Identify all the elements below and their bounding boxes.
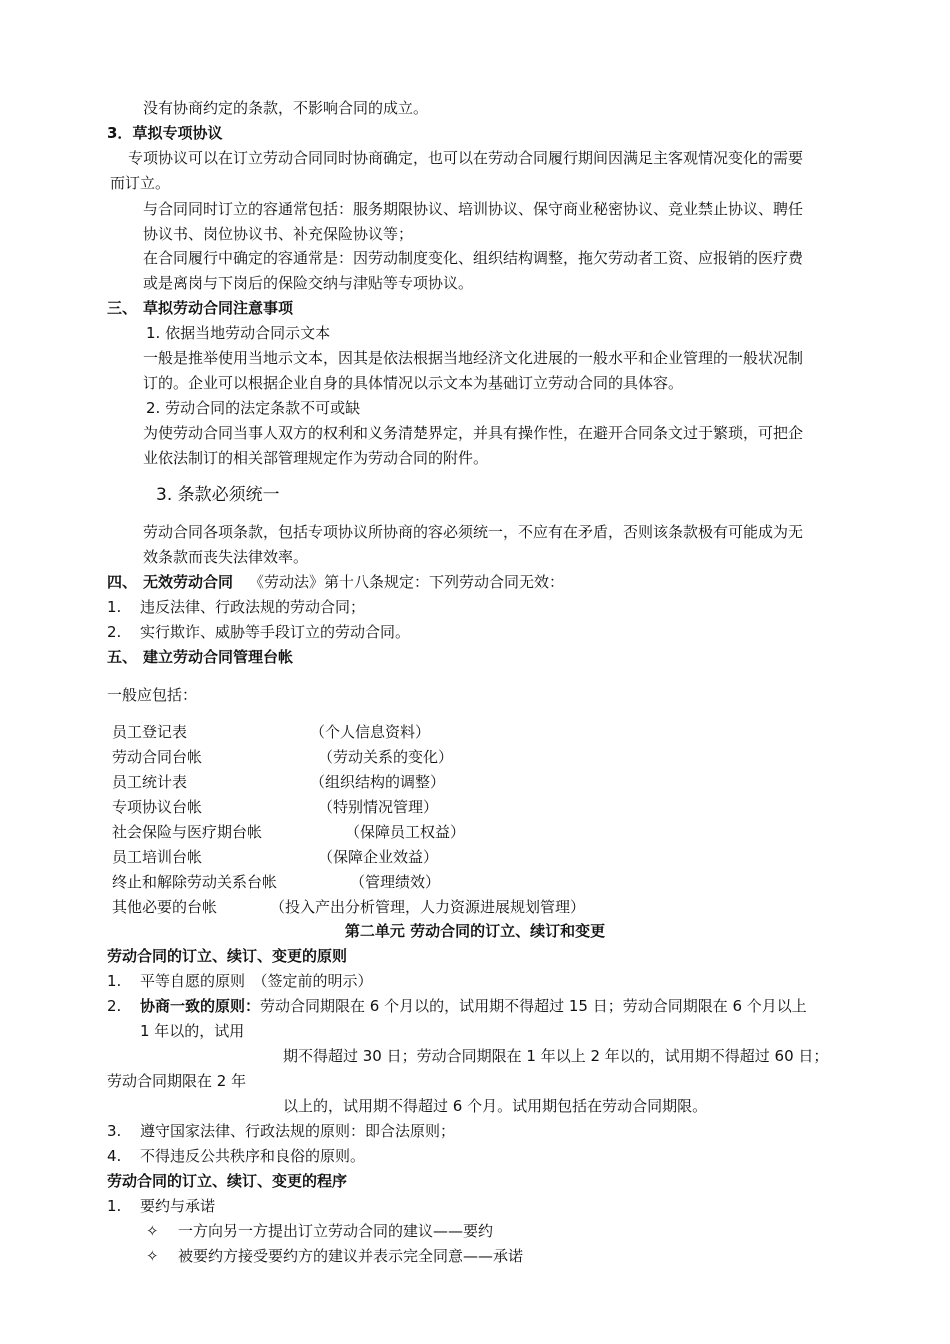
bullet-item — [146, 1221, 493, 1241]
text-line: 没有协商约定的条款，不影响合同的成立。 — [143, 99, 429, 117]
diamond-bullet-icon: ✧ — [146, 1247, 159, 1265]
list-text: 要约与承诺 — [140, 1197, 216, 1215]
text-line: 一般应包括： — [107, 686, 198, 704]
ledger-name: 社会保险与医疗期台帐 — [112, 823, 263, 841]
text-line: 而订立。 — [110, 174, 171, 192]
ledger-name: 劳动合同台帐 — [112, 748, 203, 766]
list-number: 3. — [107, 1122, 122, 1140]
text-line: 专项协议可以在订立劳动合同同时协商确定，也可以在劳动合同履行期间因满足主客观情况变化的需要 — [128, 149, 804, 167]
ledger-name: 员工培训台帐 — [112, 848, 203, 866]
section-heading: 劳动合同的订立、续订、变更的原则 — [107, 947, 348, 965]
text-line: 为使劳动合同当事人双方的权利和义务清楚界定，并具有操作性，在避开合同条文过于繁琐，可把企 — [143, 424, 804, 442]
heading-number: 五、 — [107, 648, 138, 666]
text-line: 与合同同时订立的容通常包括：服务期限协议、培训协议、保守商业秘密协议、竞业禁止协议、聘任 — [143, 200, 804, 218]
text-line: 以上的，试用期不得超过 6 个月。试用期包括在劳动合同期限。 — [283, 1097, 708, 1115]
ledger-name: 员工统计表 — [112, 773, 188, 791]
bullet-text: 一方向另一方提出订立劳动合同的建议——要约 — [178, 1222, 494, 1240]
sub-heading: 2. 劳动合同的法定条款不可或缺 — [146, 399, 361, 417]
section-heading — [107, 123, 222, 143]
list-number: 1. — [107, 598, 122, 616]
section-heading — [107, 572, 564, 592]
list-text: 平等自愿的原则 （签定前的明示） — [140, 972, 373, 990]
ledger-note: （保障员工权益） — [345, 823, 466, 841]
list-text: 违反法律、行政法规的劳动合同； — [140, 598, 366, 616]
diamond-bullet-icon: ✧ — [146, 1222, 159, 1240]
heading-number: 四、 — [107, 573, 138, 591]
text-line: 劳动合同期限在 2 年 — [107, 1072, 247, 1090]
list-item — [107, 1196, 215, 1216]
text-line: 效条款而丧失法律效率。 — [143, 548, 309, 566]
list-number: 4. — [107, 1147, 122, 1165]
ledger-name: 其他必要的台帐 — [112, 898, 218, 916]
list-item — [107, 1121, 455, 1141]
list-item — [107, 971, 373, 991]
ledger-note: （特别情况管理） — [318, 798, 439, 816]
ledger-name: 专项协议台帐 — [112, 798, 203, 816]
ledger-note: （管理绩效） — [350, 873, 441, 891]
list-number: 1. — [107, 972, 122, 990]
ledger-name: 终止和解除劳动关系台帐 — [112, 873, 278, 891]
bullet-text: 被要约方接受要约方的建议并表示完全同意——承诺 — [178, 1247, 524, 1265]
list-text: 不得违反公共秩序和良俗的原则。 — [140, 1147, 366, 1165]
sub-heading: 1. 依据当地劳动合同示文本 — [146, 324, 331, 342]
section-heading — [107, 298, 293, 318]
text-line: 订的。企业可以根据企业自身的具体情况以示文本为基础订立劳动合同的具体容。 — [143, 374, 684, 392]
list-text: 遵守国家法律、行政法规的原则：即合法原则； — [140, 1122, 456, 1140]
sub-heading: 3. 条款必须统一 — [156, 485, 280, 505]
ledger-note: （劳动关系的变化） — [318, 748, 454, 766]
ledger-note: （个人信息资料） — [310, 723, 431, 741]
ledger-name: 员工登记表 — [112, 723, 188, 741]
heading-number: 3． — [107, 124, 133, 142]
heading-number: 三、 — [107, 299, 138, 317]
list-text: 劳动合同期限在 6 个月以的，试用期不得超过 15 日；劳动合同期限在 6 个月以上 — [260, 997, 807, 1015]
list-number: 2. — [107, 623, 122, 641]
ledger-note: （保障企业效益） — [318, 848, 439, 866]
list-number: 1. — [107, 1197, 122, 1215]
text-line: 协议书、岗位协议书、补充保险协议等； — [143, 225, 414, 243]
text-line: 劳动合同各项条款，包括专项协议所协商的容必须统一，不应有在矛盾，否则该条款极有可能成为无 — [143, 523, 804, 541]
list-item — [107, 597, 365, 617]
bullet-item — [146, 1246, 523, 1266]
text-line: 或是离岗与下岗后的保险交纳与津贴等专项协议。 — [143, 274, 474, 292]
ledger-note: （组织结构的调整） — [310, 773, 446, 791]
text-line: 业依法制订的相关部管理规定作为劳动合同的附件。 — [143, 449, 489, 467]
list-number: 2. — [107, 997, 122, 1015]
heading-text: 《劳动法》第十八条规定：下列劳动合同无效： — [249, 573, 565, 591]
section-heading — [107, 647, 293, 667]
list-text: 实行欺诈、威胁等手段订立的劳动合同。 — [140, 623, 411, 641]
text-line: 期不得超过 30 日；劳动合同期限在 1 年以上 2 年以的，试用期不得超过 60 日； — [283, 1047, 829, 1065]
text-line: 一般是推举使用当地示文本，因其是依法根据当地经济文化进展的一般水平和企业管理的一般状况制 — [143, 349, 804, 367]
text-line: 1 年以的，试用 — [140, 1022, 245, 1040]
heading-title: 草拟专项协议 — [132, 124, 223, 142]
heading-title: 建立劳动合同管理台帐 — [143, 648, 294, 666]
unit-title: 第二单元 劳动合同的订立、续订和变更 — [344, 922, 606, 940]
heading-title: 无效劳动合同 — [143, 573, 234, 591]
list-item — [107, 996, 807, 1016]
heading-title: 草拟劳动合同注意事项 — [143, 299, 294, 317]
ledger-note: （投入产出分析管理，人力资源进展规划管理） — [270, 898, 586, 916]
list-text-bold: 协商一致的原则： — [140, 997, 261, 1015]
text-line: 在合同履行中确定的容通常是：因劳动制度变化、组织结构调整，拖欠劳动者工资、应报销的医疗费 — [143, 249, 804, 267]
list-item — [107, 1146, 365, 1166]
list-item — [107, 622, 410, 642]
section-heading: 劳动合同的订立、续订、变更的程序 — [107, 1172, 348, 1190]
